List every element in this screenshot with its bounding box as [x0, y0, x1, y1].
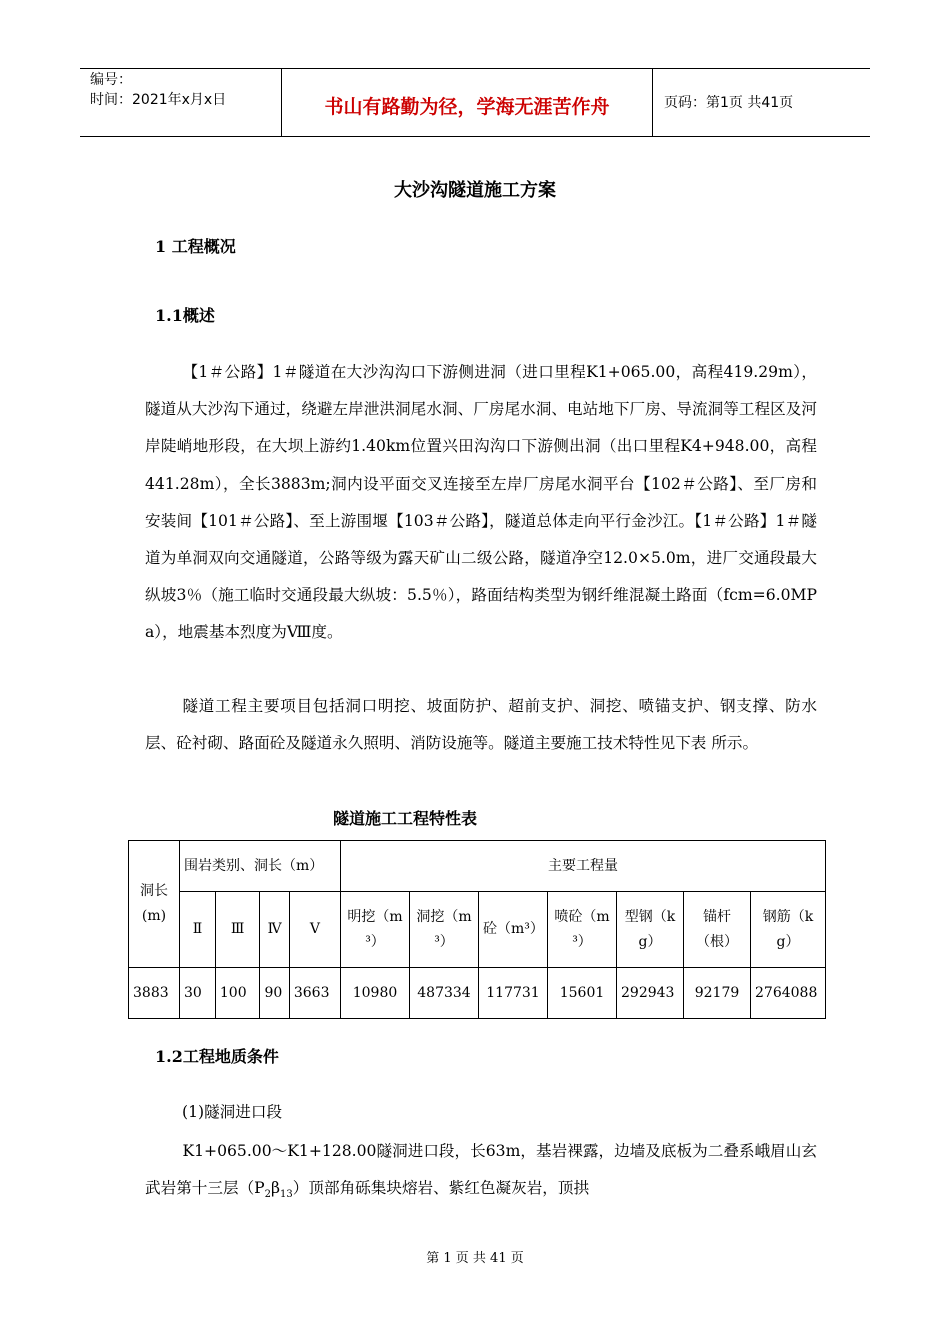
table-header-row-2: [129, 892, 826, 968]
quantity-header: 锚杆（根）: [684, 892, 751, 968]
rock-class-header: Ⅲ: [215, 892, 260, 968]
section-1-2-heading: 1.2工程地质条件: [155, 1047, 279, 1066]
geology-text-c: ）顶部角砾集块熔岩、紫红色凝灰岩，顶拱: [292, 1179, 590, 1198]
cell-rock: 90: [260, 968, 289, 1019]
header-divider-right: [652, 68, 653, 136]
quantity-header: 喷砼（m³）: [548, 892, 617, 968]
quantity-header: 明挖（m³）: [341, 892, 410, 968]
header-bottom-rule: [80, 136, 870, 137]
geology-text-b: β: [271, 1179, 281, 1198]
geology-subscript-1: 2: [264, 1189, 272, 1201]
document-title: 大沙沟隧道施工方案: [394, 180, 556, 201]
cell-length: 3883: [129, 968, 180, 1019]
cell-rock: 3663: [289, 968, 340, 1019]
quantity-header: 洞挖（m³）: [410, 892, 479, 968]
overview-paragraph-1: 【1＃公路】1＃隧道在大沙沟沟口下游侧进洞（进口里程K1+065.00，高程419.29m），隧道从大沙沟下通过，绕避左岸泄洪洞尾水洞、厂房尾水洞、电站地下厂房、导流洞等工程区及河岸陡峭地形段，在大坝上游约1.40km位置兴田沟沟口下游侧出洞（出口里程K4+948.00，高程441.28m），全长3883m;洞内设平面交叉连接至左岸厂房尾水洞平台【102＃公路】、至厂房和安装间【101＃公路】、至上游围堰【103＃公路】，隧道总体走向平行金沙江。【1＃公路】1＃隧道为单洞双向交通隧道，公路等级为露天矿山二级公路，隧道净空12.0×5.0m，进厂交通段最大纵坡3％（施工临时交通段最大纵坡：5.5％），路面结构类型为钢纤维混凝土路面（fcm=6.0MPa），地震基本烈度为Ⅷ度。: [145, 363, 818, 642]
header-number-label: 编号：: [90, 72, 132, 88]
col-quantity-group-header: 主要工程量: [341, 841, 826, 892]
header-time-label: 时间：2021年x月x日: [90, 92, 227, 108]
spec-table: [128, 840, 826, 1019]
header-motto: 书山有路勤为径，学海无涯苦作舟: [324, 96, 610, 118]
section-1-1-heading: 1.1概述: [155, 306, 215, 325]
table-header-row-1: [129, 841, 826, 892]
header-page-info: 页码：第1页 共41页: [664, 95, 794, 111]
rock-class-header: Ⅴ: [289, 892, 340, 968]
page-footer: 第 1 页 共 41 页: [426, 1251, 524, 1266]
geology-text-a: K1+065.00～K1+128.00隧洞进口段，长63m，基岩裸露，边墙及底板为二叠系峨眉山玄武岩第十三层（P: [145, 1142, 817, 1198]
rock-class-header: Ⅳ: [260, 892, 289, 968]
cell-quantity: 292943: [617, 968, 684, 1019]
table-title: 隧道施工工程特性表: [332, 809, 477, 828]
cell-quantity: 10980: [341, 968, 410, 1019]
geology-subscript-2: 13: [280, 1189, 293, 1201]
geology-paragraph-1: [145, 1133, 817, 1214]
cell-quantity: 487334: [410, 968, 479, 1019]
header-top-rule: [80, 68, 870, 69]
cell-quantity: 117731: [479, 968, 548, 1019]
col-rock-group-header: 围岩类别、洞长（m）: [180, 841, 341, 892]
section-1-heading: 1 工程概况: [155, 237, 236, 256]
cell-rock: 100: [215, 968, 260, 1019]
quantity-header: 砼（m³）: [479, 892, 548, 968]
cell-rock: 30: [180, 968, 216, 1019]
subsection-entrance: (1)隧洞进口段: [182, 1103, 283, 1121]
quantity-header: 钢筋（kg）: [751, 892, 826, 968]
cell-quantity: 2764088: [751, 968, 826, 1019]
rock-class-header: Ⅱ: [180, 892, 216, 968]
cell-quantity: 15601: [548, 968, 617, 1019]
overview-paragraph-2: 隧道工程主要项目包括洞口明挖、坡面防护、超前支护、洞挖、喷锚支护、钢支撑、防水层、砼衬砌、路面砼及隧道永久照明、消防设施等。隧道主要施工技术特性见下表 所示。: [145, 697, 817, 753]
col-length-header: 洞长(m): [129, 841, 180, 968]
cell-quantity: 92179: [684, 968, 751, 1019]
table-row: [129, 968, 826, 1019]
quantity-header: 型钢（kg）: [617, 892, 684, 968]
